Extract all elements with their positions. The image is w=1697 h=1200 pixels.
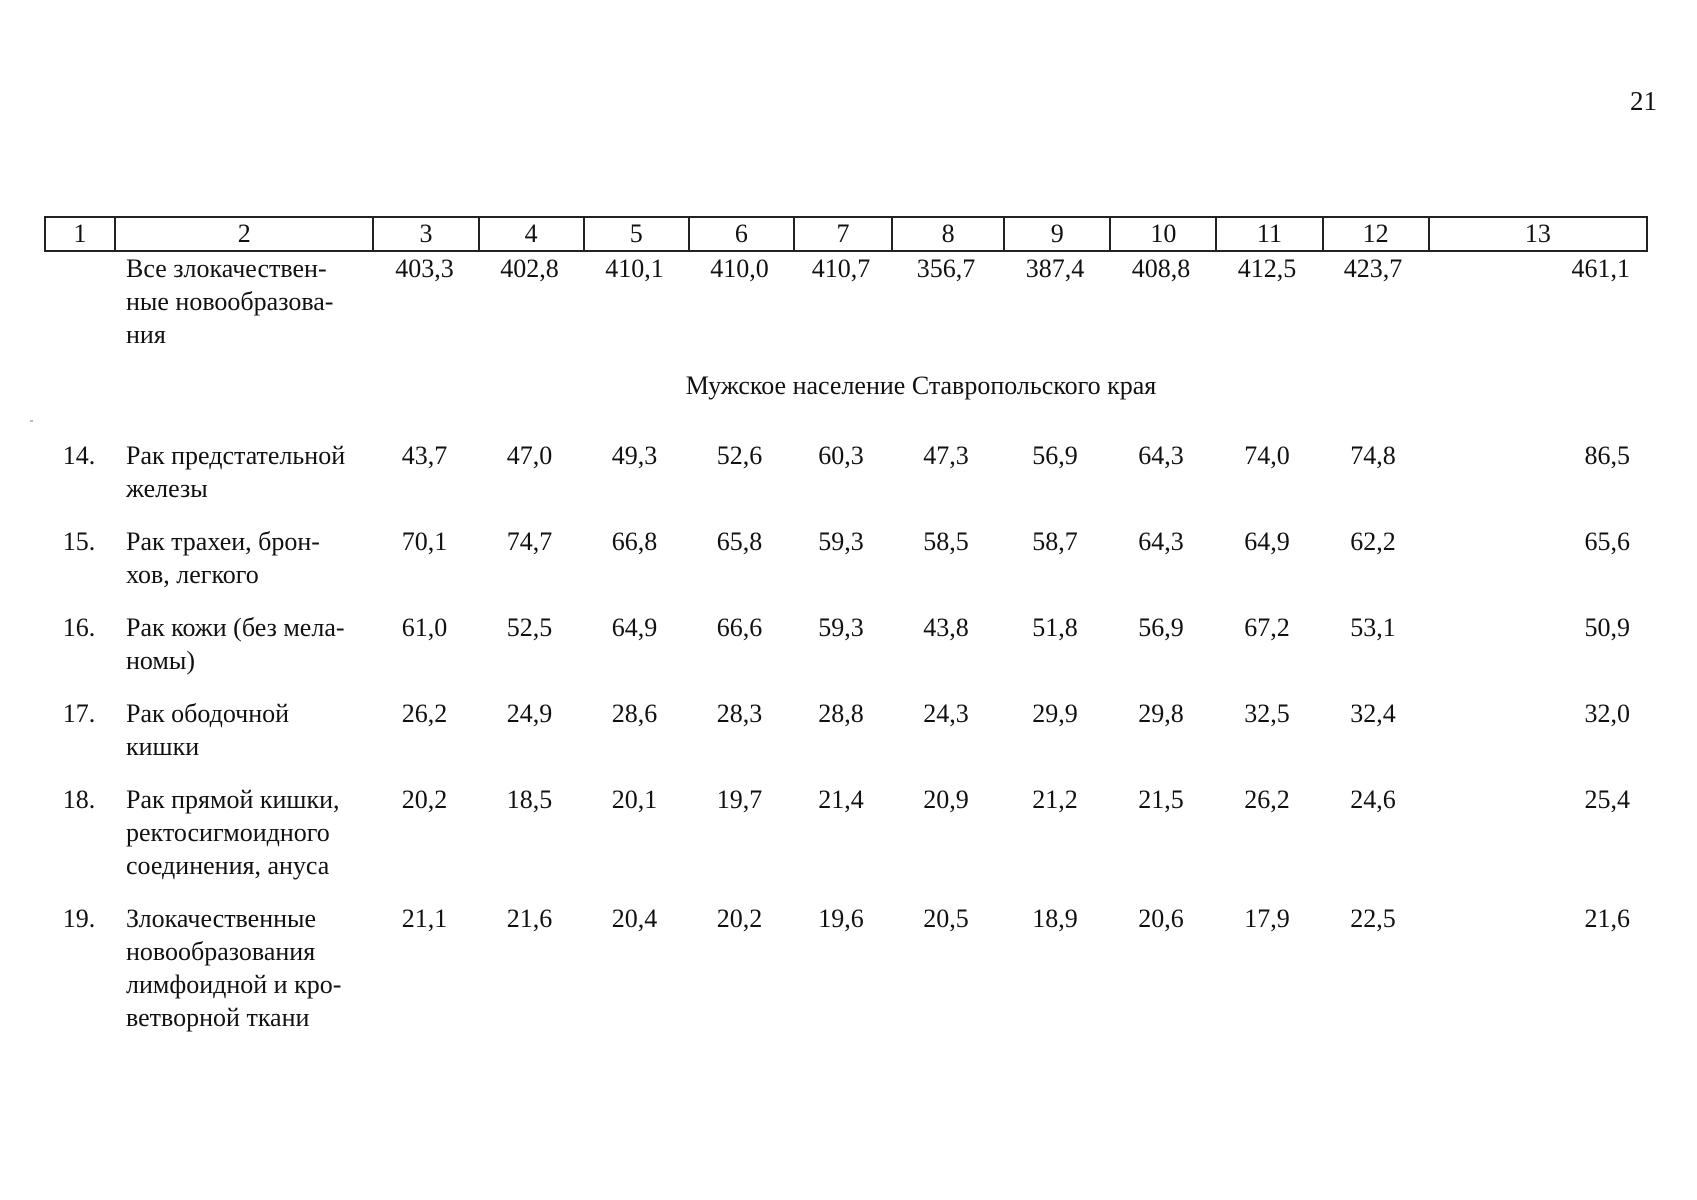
page-number: 21 (1630, 86, 1657, 116)
value-cell: 26,2 (401, 699, 448, 728)
value-cell: 18,5 (506, 785, 553, 814)
value-cell: 66,8 (611, 527, 658, 556)
value-cell: 59,3 (818, 613, 864, 642)
table-row (44, 902, 1648, 1034)
value-cell: 29,8 (1138, 699, 1184, 728)
column-header-12: 12 (1323, 217, 1429, 251)
value-cell: 47,0 (506, 441, 553, 470)
column-header-10: 10 (1110, 217, 1216, 251)
table-body (44, 252, 1648, 1034)
row-name (114, 902, 372, 1034)
value-cell: 67,2 (1244, 613, 1290, 642)
value-cell: 19,7 (716, 785, 763, 814)
value-cell: 32,5 (1244, 699, 1290, 728)
row-number: 14. (62, 441, 96, 470)
value-cell: 58,5 (923, 527, 969, 556)
value-cell: 52,6 (716, 441, 763, 470)
value-cell: 74,0 (1244, 441, 1290, 470)
column-header-9: 9 (1004, 217, 1110, 251)
value-cell: 47,3 (923, 441, 969, 470)
value-cell: 62,2 (1350, 527, 1396, 556)
value-cell: 24,6 (1350, 785, 1396, 814)
row-number: 19. (62, 904, 96, 933)
value-cell: 410,7 (811, 254, 871, 283)
table-row (44, 783, 1648, 882)
value-cell: 20,5 (923, 904, 969, 933)
table-row (44, 611, 1648, 677)
row-number: 16. (62, 613, 96, 642)
row-name-line: Все злокачествен- (126, 254, 327, 283)
value-cell: 64,3 (1138, 441, 1184, 470)
value-cell: 403,3 (395, 254, 454, 283)
value-cell: 24,9 (506, 699, 553, 728)
row-name-line: ректосигмоидного (126, 818, 330, 847)
value-cell: 21,6 (1584, 904, 1630, 933)
row-name-line: новообразования (126, 937, 316, 966)
value-cell: 21,4 (818, 785, 864, 814)
value-cell: 28,3 (716, 699, 763, 728)
value-cell: 26,2 (1244, 785, 1290, 814)
value-cell: 21,2 (1032, 785, 1078, 814)
value-cell: 20,2 (401, 785, 448, 814)
value-cell: 74,8 (1350, 441, 1396, 470)
value-cell: 70,1 (401, 527, 448, 556)
value-cell: 408,8 (1131, 254, 1191, 283)
column-header-1: 1 (45, 217, 115, 251)
row-name-line: Рак трахеи, брон- (126, 527, 320, 556)
value-cell: 25,4 (1584, 785, 1630, 814)
column-header-5: 5 (584, 217, 689, 251)
column-header-8: 8 (892, 217, 1004, 251)
value-cell: 461,1 (1571, 254, 1630, 283)
value-cell: 66,6 (716, 613, 763, 642)
value-cell: 59,3 (818, 527, 864, 556)
row-name-line: Рак ободочной (126, 699, 290, 728)
value-cell: 53,1 (1350, 613, 1396, 642)
table-row (44, 252, 1648, 351)
value-cell: 86,5 (1584, 441, 1630, 470)
column-header-3: 3 (373, 217, 478, 251)
table-row (44, 697, 1648, 763)
row-name-line: кишки (126, 732, 200, 761)
value-cell: 22,5 (1350, 904, 1396, 933)
row-name-line: Рак предстательной (126, 441, 346, 470)
value-cell: 56,9 (1138, 613, 1184, 642)
row-name (114, 525, 372, 591)
column-header-6: 6 (689, 217, 794, 251)
value-cell: 410,0 (710, 254, 769, 283)
row-name (114, 439, 372, 505)
value-cell: 29,9 (1032, 699, 1078, 728)
column-header-11: 11 (1216, 217, 1322, 251)
row-name-line: Злокачественные (126, 904, 317, 933)
value-cell: 412,5 (1237, 254, 1297, 283)
table-row (44, 439, 1648, 505)
value-cell: 18,9 (1032, 904, 1078, 933)
column-number-header (44, 216, 1648, 252)
value-cell: 20,4 (611, 904, 658, 933)
value-cell: 65,6 (1584, 527, 1630, 556)
value-cell: 28,8 (818, 699, 864, 728)
value-cell: 21,6 (506, 904, 553, 933)
value-cell: 19,6 (818, 904, 864, 933)
row-name-line: номы) (126, 646, 195, 675)
row-number (44, 252, 114, 351)
value-cell: 64,3 (1138, 527, 1184, 556)
value-cell: 410,1 (605, 254, 664, 283)
value-cell: 32,4 (1350, 699, 1396, 728)
value-cell: 65,8 (716, 527, 763, 556)
row-name-line: лимфоидной и кро- (126, 970, 342, 999)
value-cell: 43,8 (923, 613, 969, 642)
value-cell: 21,1 (401, 904, 448, 933)
value-cell: 17,9 (1244, 904, 1290, 933)
value-cell: 24,3 (923, 699, 969, 728)
row-name-line: ветворной ткани (126, 1003, 310, 1032)
value-cell: 50,9 (1584, 613, 1630, 642)
row-name-line: Рак кожи (без мела- (126, 613, 345, 642)
value-cell: 402,8 (500, 254, 559, 283)
column-header-2: 2 (115, 217, 373, 251)
value-cell: 64,9 (1244, 527, 1290, 556)
value-cell: 387,4 (1025, 254, 1085, 283)
row-name (114, 697, 372, 763)
section-title: Мужское население Ставропольского края (685, 371, 1157, 400)
row-name-line: ния (126, 320, 166, 349)
value-cell: 61,0 (401, 613, 448, 642)
row-number: 15. (62, 527, 96, 556)
row-name (114, 252, 372, 351)
value-cell: 423,7 (1343, 254, 1403, 283)
value-cell: 21,5 (1138, 785, 1184, 814)
row-name (114, 611, 372, 677)
row-number: 18. (62, 785, 96, 814)
value-cell: 20,2 (716, 904, 763, 933)
value-cell: 28,6 (611, 699, 658, 728)
row-name (114, 783, 372, 882)
value-cell: 20,9 (923, 785, 969, 814)
row-name-line: Рак прямой кишки, (126, 785, 340, 814)
scan-artifact (30, 420, 33, 422)
value-cell: 43,7 (401, 441, 448, 470)
row-name-line: железы (126, 474, 208, 503)
value-cell: 20,1 (611, 785, 658, 814)
column-header-13: 13 (1429, 217, 1647, 251)
value-cell: 32,0 (1584, 699, 1630, 728)
column-header-7: 7 (794, 217, 892, 251)
column-header-4: 4 (479, 217, 584, 251)
row-number: 17. (62, 699, 96, 728)
row-name-line: ные новообразова- (126, 287, 334, 316)
value-cell: 49,3 (611, 441, 658, 470)
value-cell: 58,7 (1032, 527, 1078, 556)
value-cell: 51,8 (1032, 613, 1078, 642)
value-cell: 56,9 (1032, 441, 1078, 470)
table-row (44, 525, 1648, 591)
value-cell: 74,7 (506, 527, 553, 556)
value-cell: 64,9 (611, 613, 658, 642)
value-cell: 356,7 (916, 254, 976, 283)
value-cell: 20,6 (1138, 904, 1184, 933)
value-cell: 52,5 (506, 613, 553, 642)
row-name-line: соединения, ануса (126, 851, 330, 880)
row-name-line: хов, легкого (126, 560, 259, 589)
value-cell: 60,3 (818, 441, 864, 470)
